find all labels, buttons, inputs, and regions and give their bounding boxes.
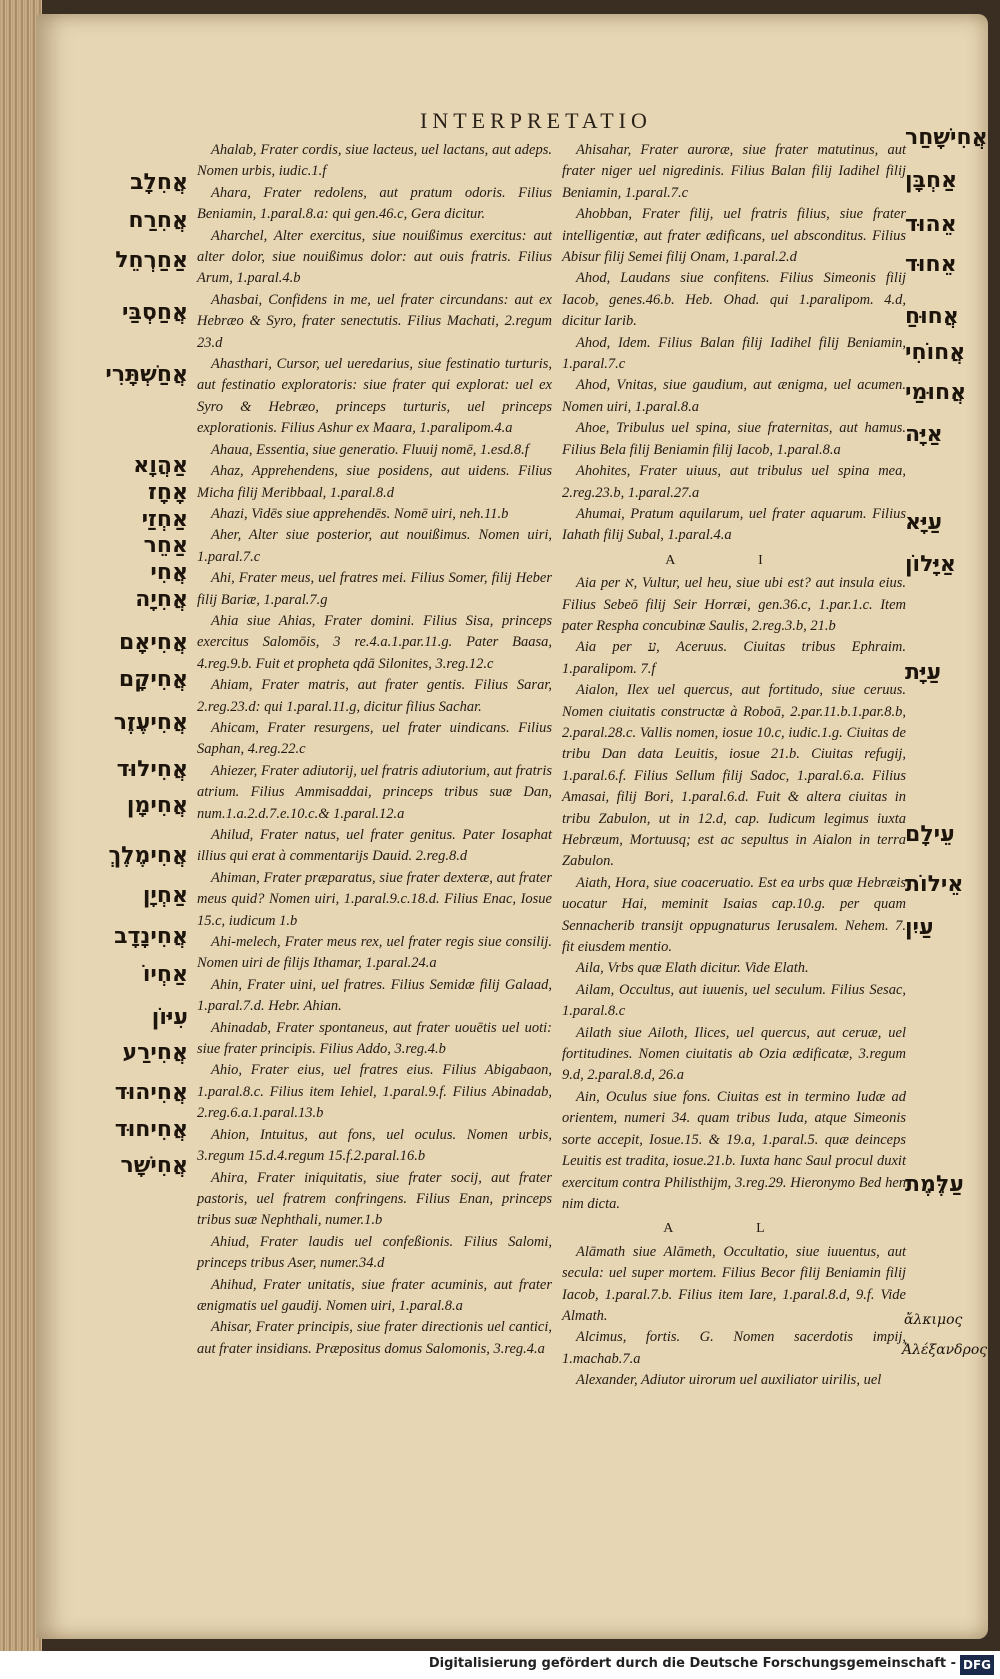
hebrew-headword: אֲחִיאָם	[119, 630, 188, 655]
left-column	[197, 140, 552, 1360]
dictionary-entry: Ahasbai, Confidens in me, uel frater circundans: aut ex Hebræo & Syro, frater senectutis. Filius Machati, 2.regum 23.d	[197, 291, 552, 351]
dictionary-entry: Ahod, Vnitas, siue gaudium, aut ænigma, uel acumen. Nomen uiri, 1.paral.8.a	[562, 377, 906, 415]
dictionary-entry: Ahara, Frater redolens, aut pratum odoris. Filius Beniamin, 1.paral.8.a: qui gen.46.c, Gera dicitur.	[197, 184, 552, 223]
hebrew-headword: עִיּוֹן	[151, 1005, 188, 1030]
dictionary-entry: Ahihud, Frater unitatis, siue frater acuminis, aut frater ænigmatis uel gaudij. Nomen uiri, 1.paral.8.a	[197, 1276, 552, 1314]
hebrew-headword: אַחְיָן	[142, 883, 188, 908]
hebrew-headword: אֵחוּד	[905, 252, 957, 277]
dictionary-entry: Ahilud, Frater natus, uel frater genitus. Pater Iosaphat illius qui erat à commentarijs Dauid. 2.reg.8.d	[197, 827, 552, 865]
footer-credit: Digitalisierung gefördert durch die Deutsche Forschungsgemeinschaft -	[428, 1656, 956, 1671]
hebrew-headword: אֲחוֹחִי	[905, 340, 966, 365]
dictionary-entry: Ailath siue Ailoth, Ilices, uel quercus, aut ceruæ, uel fortitudines. Nomen ciuitatis ab Ozia ædificatæ, 3.regum 9.d, 2.paral.8.d, 26.a	[562, 1024, 906, 1084]
dictionary-entry: Ahalab, Frater cordis, siue lacteus, uel lactans, aut adeps. Nomen urbis, iudic.1.f	[197, 142, 552, 180]
dictionary-entry: Aiath, Hora, siue coaceruatio. Est ea urbs quæ Hebræis uocatur Hai, meminit Isaias cap.10.g. per quam Sennacherib transijt oppugnaturus Ierusalem. Nehem. 7. fit eiusdem mentio.	[562, 874, 906, 956]
hebrew-headword: אֲחִיקָם	[118, 667, 188, 692]
hebrew-headword: אֲחַסְבַּי	[122, 300, 188, 325]
hebrew-headword: אֲחִישָׁר	[120, 1153, 188, 1178]
dictionary-entry: Ahiam, Frater matris, aut frater gentis. Filius Sarar, 2.reg.23.d: qui 1.paral.11.g, dicitur filius Sachar.	[197, 677, 552, 715]
dictionary-entry: Ahin, Frater uini, uel fratres. Filius Semidæ filij Galaad, 1.paral.7.d. Hebr. Ahian.	[197, 976, 552, 1015]
dictionary-entry: Ahaz, Apprehendens, siue posidens, aut uidens. Filius Micha filij Meribbaal, 1.paral.8.d	[197, 463, 552, 501]
hebrew-headword: אֲחִיעֶזֶר	[113, 710, 188, 735]
dictionary-entry: Ahoe, Tribulus uel spina, siue fraternitas, aut hamus. Filius Bela filij Beniamin filij Iacob, 1.paral.8.a	[562, 420, 906, 458]
dictionary-entry: Ahiezer, Frater adiutorij, uel fratris adiutorium, aut fratris atrium. Filius Ammisaddai, princeps tribus suæ Dan, num.1.a.2.d.7.e.10.c.& 1.paral.12.a	[197, 762, 552, 822]
dictionary-entry: Ahiman, Frater præparatus, siue frater dexteræ, aut frater meus quid? Nomen uiri, 1.paral.9.c.18.d. Filius Enac, Iosue 15.c, iudicum 1.b	[197, 869, 552, 929]
dictionary-entry: Ahisar, Frater principis, siue frater directionis uel cantici, aut frater insidians. Præpositus domus Salomonis, 3.reg.4.a	[197, 1319, 552, 1357]
dictionary-entry: Ahia siue Ahias, Frater domini. Filius Sisa, princeps exercitus Salomōis, 3 re.4.a.1.par.11.g. Pater Baasa, 4.reg.9.b. Fuit et propheta qdā Silonites, 3.reg.12.c	[197, 612, 552, 672]
dictionary-entry: Alāmath siue Alāmeth, Occultatio, siue iuuentus, aut secula: uel super mortem. Filius Becor filij Beniamin filij Iacob, 1.paral.7.b. Filius item Iare, 1.paral.8.d, 9.f. Vide Almath.	[562, 1243, 906, 1324]
hebrew-headword: אֲחִישָׁחַר	[905, 125, 988, 150]
hebrew-headword: אֲחִיחוּד	[114, 1117, 188, 1142]
dictionary-entry: Ahohites, Frater uiuus, aut tribulus uel spina mea, 2.reg.23.b, 1.paral.27.a	[562, 463, 906, 501]
running-head: INTERPRETATIO	[420, 108, 652, 133]
hebrew-headword: עַיָּת	[905, 660, 942, 685]
dictionary-entry: Ahi-melech, Frater meus rex, uel frater regis siue consilij. Nomen uiri de filijs Ithamar, 1.paral.24.a	[197, 934, 552, 972]
hebrew-headword: אֲחִינָדָב	[114, 924, 188, 949]
dictionary-entry: Ahazi, Vidēs siue apprehendēs. Nomē uiri, neh.11.b	[211, 505, 509, 522]
dictionary-entry: Ahion, Intuitus, aut fons, uel oculus. Nomen urbis, 3.regum 15.d.4.regum 15.f.2.paral.16.b	[197, 1126, 552, 1165]
hebrew-headword: אֲחוּחַ	[905, 304, 959, 329]
hebrew-headword: אֵילוֹת	[905, 872, 964, 897]
dictionary-entry: Ahicam, Frater resurgens, uel frater uindicans. Filius Saphan, 4.reg.22.c	[197, 719, 552, 758]
dictionary-entry: Ahumai, Pratum aquilarum, uel frater aquarum. Filius Iahath filij Subal, 1.paral.4.a	[562, 505, 906, 544]
hebrew-headword: אַחְיוֹ	[142, 962, 188, 987]
greek-word-alexander: Ἀλέξανδρος	[902, 1342, 988, 1358]
hebrew-headword: אַחְזַי	[141, 507, 188, 532]
hebrew-headword: עַיָּא	[905, 510, 943, 535]
hebrew-headword: אָחָז	[148, 480, 188, 505]
hebrew-headword: אַיָּה	[905, 422, 943, 447]
hebrew-headword: אֲחִימֶלֶךְ	[108, 843, 188, 868]
hebrew-headword: אֵהוּד	[905, 212, 957, 237]
hebrew-headword: אֲחִימָן	[126, 793, 188, 818]
dictionary-entry: Aia per ע, Aceruus. Ciuitas tribus Ephraim. 1.paralipom. 7.f	[562, 639, 907, 677]
dictionary-entry: Alcimus, fortis. G. Nomen sacerdotis impij, 1.machab.7.a	[562, 1329, 906, 1367]
hebrew-headword: אֲחִיָה	[135, 587, 188, 612]
hebrew-headword: עַיִן	[905, 915, 934, 940]
hebrew-headword: אֲחִירַע	[122, 1040, 188, 1065]
footer-bar	[0, 1651, 1000, 1679]
dictionary-entry: Ahira, Frater iniquitatis, siue frater socij, aut frater pastoris, uel fratrem confringens. Filius Enan, princeps tribus suæ Nephthali, numer.1.b	[197, 1169, 552, 1229]
dictionary-entry: Ailam, Occultus, aut iuuenis, uel seculum. Filius Sesac, 1.paral.8.c	[562, 981, 906, 1020]
dictionary-entry: Aialon, Ilex uel quercus, aut fortitudo, siue ceruus. Nomen ciuitatis constructæ à Roboā, 2.par.11.b.1.par.8.b, 2.paral.28.c. Vallis nomen, iosue 10.c, iudic.1.g. Ciuitas de tribu Dan data Leuitis, iosue 21.b. Ciuitas refugij, 1.paral.6.f. Filius Sellum filij Sadoc, 1.paral.6.a. Filius Amasai, filij Bori, 1.paral.6.d. Fuit & altera ciuitas in tribu Zabulon, ut in 12.d, cap. Iudicum legimus iuxta Hebræum, Mortuusq; est ac sepultus in Aialon in terra Zabulon.	[562, 682, 906, 870]
hebrew-headword: אַחַרְחֵל	[115, 248, 188, 273]
dictionary-entry: Ahi, Frater meus, uel fratres mei. Filius Somer, filij Heber filij Bariæ, 1.paral.7.g	[197, 570, 552, 608]
dictionary-entry: Aharchel, Alter exercitus, siue nouißimus exercitus: aut alter dolor, siue nouißimus dolor: aut ouis fratris. Filius Arum, 1.paral.4.b	[197, 227, 552, 287]
dictionary-entry: Ahod, Idem. Filius Balan filij Iadihel filij Beniamin, 1.paral.7.c	[562, 334, 906, 373]
dictionary-entry: Ahio, Frater eius, uel fratres eius. Filius Abigabaon, 1.paral.8.c. Filius item Iehiel, 1.paral.9.f. Filius Abinadab, 2.reg.6.a.1.paral.13.b	[197, 1062, 552, 1122]
hebrew-headword: אֲחִלָב	[130, 170, 188, 195]
hebrew-headword: עַלֶּמֶת	[905, 1172, 964, 1197]
section-head-al: A L	[663, 1221, 805, 1237]
dictionary-entry: Alexander, Adiutor uirorum uel auxiliator uirilis, uel	[576, 1372, 882, 1389]
dictionary-entry: Ahiud, Frater laudis uel confeßionis. Filius Salomi, princeps tribus Aser, numer.34.d	[197, 1233, 552, 1272]
hebrew-headword: אֲחִיהוּד	[114, 1080, 188, 1105]
dictionary-entry: Ain, Oculus siue fons. Ciuitas est in termino Iudæ ad orientem, numeri 34. quam tribus Iuda, atque Simeonis sorte accepit, Iosue.15. & 19.a, 1.paral.5. quæ deinceps Leuitis est tradita, iosue.21.b. Iuxta hanc Saul procul duxit exercitum contra Philisthijm, 3.reg.29. Hieronymo Bed hen nim dicta.	[562, 1088, 906, 1212]
dictionary-entry: Aia per א, Vultur, uel heu, siue ubi est? aut insula eius. Filius Sebeō filij Seir Horræi, gen.36.c, 1.par.1.c. Item pater Respha concubinæ Saulis, 2.reg.3.b, 21.b	[562, 575, 906, 634]
hebrew-headword: אֲחַשְׁתָּרִי	[105, 362, 188, 387]
dictionary-entry: Ahinadab, Frater spontaneus, aut frater uouētis uel uoti: siue frater principis. Filius Addo, 3.reg.4.b	[197, 1019, 552, 1058]
section-head-ai: A I	[665, 552, 803, 568]
dictionary-entry: Ahod, Laudans siue confitens. Filius Simeonis filij Iacob, genes.46.b. Heb. Ohad. qui 1.paralipom. 4.d, dicitur Iarib.	[562, 270, 906, 330]
hebrew-headword: אֲחִרַח	[128, 208, 188, 233]
dictionary-entry: Ahaua, Essentia, siue generatio. Fluuij nomē, 1.esd.8.f	[211, 441, 529, 458]
hebrew-headword: אֲחִי	[150, 560, 188, 585]
right-column	[562, 140, 906, 1392]
hebrew-headword: אֲחוּמַי	[905, 380, 967, 405]
hebrew-headword: אַחְבָּן	[905, 168, 958, 193]
hebrew-headword: אַיָּלוֹן	[905, 552, 956, 577]
hebrew-headword: אֲחִילוּד	[116, 757, 188, 782]
dictionary-entry: Aher, Alter siue posterior, aut nouißimus. Nomen uiri, 1.paral.7.c	[197, 527, 552, 565]
dictionary-entry: Aila, Vrbs quæ Elath dicitur. Vide Elath.	[576, 960, 809, 977]
dictionary-entry: Ahasthari, Cursor, uel ueredarius, siue festinatio turturis, aut festinatio exploratoris: siue frater qui explorat: uel ex Syro & Hebræo, princeps turturis, uel princeps explorationis. Filius Ashur ex Maara, 1.paralipom.4.a	[197, 356, 552, 437]
dfg-logo: DFG	[960, 1655, 994, 1675]
hebrew-headword: אַחֵר	[143, 533, 188, 558]
hebrew-headword: עֵילָם	[905, 822, 955, 847]
hebrew-headword: אַהֲוָא	[133, 453, 188, 478]
dictionary-entry: Ahisahar, Frater auroræ, siue frater matutinus, aut frater niger uel nigredinis. Filius Balan filij Iadihel filij Beniamin, 1.paral.7.c	[562, 142, 906, 201]
greek-word-alcimus: ἄλκιμος	[904, 1312, 963, 1328]
dictionary-entry: Ahobban, Frater filij, uel fratris filius, siue frater intelligentiæ, aut frater ædificans, uel absconditus. Filius Abisur filij Semei filij Onam, 1.paral.2.d	[562, 206, 906, 266]
